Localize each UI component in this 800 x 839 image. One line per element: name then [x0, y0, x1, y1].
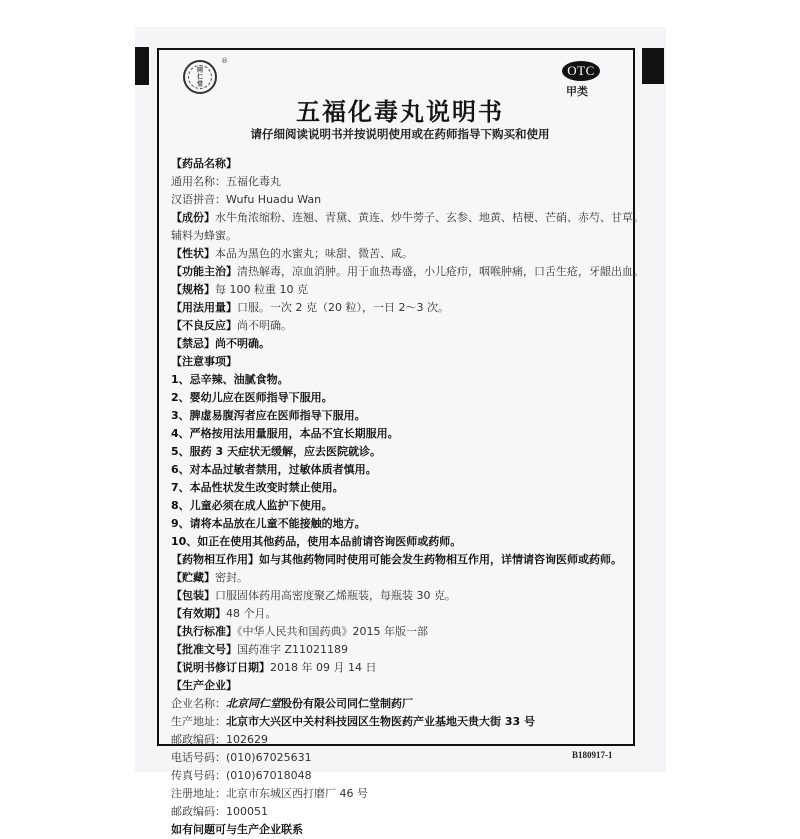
- section-specification: [171, 281, 626, 299]
- field-label: 邮政编码：: [171, 733, 226, 746]
- pinyin-value: Wufu Huadu Wan: [226, 193, 322, 206]
- field-label: 电话号码：: [171, 751, 226, 764]
- section-interactions: [171, 551, 626, 569]
- phone-row: [171, 749, 626, 767]
- registration-mark-left: [135, 47, 149, 85]
- section-drug-name-heading: [171, 155, 626, 173]
- section-label: 【用法用量】: [171, 301, 237, 314]
- storage-value: 密封。: [215, 571, 248, 584]
- version-code: B180917-1: [572, 750, 613, 760]
- precaution-item: 6、对本品过敏者禁用，过敏体质者慎用。: [171, 463, 377, 476]
- field-label: 注册地址：: [171, 787, 226, 800]
- section-label: 【性状】: [171, 247, 215, 260]
- section-description: [171, 245, 626, 263]
- section-expiry: [171, 605, 626, 623]
- precaution-item: 8、儿童必须在成人监护下使用。: [171, 499, 333, 512]
- ingredients-excipient: 辅料为蜂蜜。: [171, 229, 237, 242]
- section-label: 【贮藏】: [171, 571, 215, 584]
- field-label: 生产地址：: [171, 715, 226, 728]
- registered-address-value: 北京市东城区西打磨厂 46 号: [226, 787, 368, 800]
- phone-value: (010)67025631: [226, 751, 312, 764]
- section-contraindications: [171, 335, 626, 353]
- field-label: 汉语拼音：: [171, 193, 226, 206]
- section-label: 【注意事项】: [171, 355, 237, 368]
- description-value: 本品为黑色的水蜜丸；味甜、微苦、咸。: [215, 247, 413, 260]
- section-label: 【批准文号】: [171, 643, 237, 656]
- approval-number: 国药准字 Z11021189: [237, 643, 349, 656]
- section-ingredients: [171, 209, 644, 227]
- precaution-item: 9、请将本品放在儿童不能接触的地方。: [171, 517, 366, 530]
- interactions-value: 如与其他药物同时使用可能会发生药物相互作用，详情请咨询医师或药师。: [259, 553, 622, 566]
- fax-row: [171, 767, 626, 785]
- section-label: 【生产企业】: [171, 679, 237, 692]
- tongrentang-logo-icon: [183, 60, 217, 94]
- field-label: 企业名称：: [171, 697, 226, 710]
- leaflet-content: [171, 155, 644, 839]
- section-manufacturer-heading: [171, 677, 626, 695]
- section-label: 【说明书修订日期】: [171, 661, 270, 674]
- logo-seal: [188, 65, 212, 89]
- standard-value: 《中华人民共和国药典》2015 年版一部: [237, 625, 428, 638]
- precaution-item: 10、如正在使用其他药品，使用本品前请咨询医师或药师。: [171, 535, 462, 548]
- section-packaging: [171, 587, 626, 605]
- section-label: 【药品名称】: [171, 157, 237, 170]
- pinyin-row: [171, 191, 626, 209]
- packaging-value: 口服固体药用高密度聚乙烯瓶装，每瓶装 30 克。: [215, 589, 456, 602]
- contact-note: 如有问题可与生产企业联系: [171, 823, 303, 836]
- company-name-row: [171, 695, 626, 713]
- otc-class-label: 甲类: [566, 85, 588, 98]
- postcode-value: 102629: [226, 733, 268, 746]
- revision-date-value: 2018 年 09 月 14 日: [270, 661, 377, 674]
- precaution-item: 5、服药 3 天症状无缓解，应去医院就诊。: [171, 445, 381, 458]
- generic-name-value: 五福化毒丸: [226, 175, 281, 188]
- registered-address-row: [171, 785, 626, 803]
- section-label: 【规格】: [171, 283, 215, 296]
- company-brand-calligraphy: 北京同仁堂: [226, 697, 281, 710]
- adverse-reactions-value: 尚不明确。: [237, 319, 292, 332]
- logo-char: 同: [196, 66, 203, 74]
- precaution-item: 3、脾虚易腹泻者应在医师指导下服用。: [171, 409, 366, 422]
- section-precautions-heading: [171, 353, 626, 371]
- registered-trademark-icon: ®: [221, 57, 228, 65]
- registered-postcode-row: [171, 803, 626, 821]
- generic-name-row: [171, 173, 626, 191]
- section-storage: [171, 569, 626, 587]
- specification-value: 每 100 粒重 10 克: [215, 283, 308, 296]
- otc-badge: OTC: [562, 61, 600, 81]
- document-title: 五福化毒丸说明书: [296, 98, 504, 126]
- ingredients-value: 水牛角浓缩粉、连翘、青黛、黄连、炒牛蒡子、玄参、地黄、桔梗、芒硝、赤芍、甘草。: [215, 211, 644, 224]
- precaution-item: 4、严格按用法用量服用，本品不宜长期服用。: [171, 427, 399, 440]
- section-label: 【包装】: [171, 589, 215, 602]
- field-label: 邮政编码：: [171, 805, 226, 818]
- document-subtitle: 请仔细阅读说明书并按说明使用或在药师指导下购买和使用: [250, 127, 550, 141]
- precaution-item: 2、婴幼儿应在医师指导下服用。: [171, 391, 333, 404]
- section-label: 【执行标准】: [171, 625, 237, 638]
- production-address-value: 北京市大兴区中关村科技园区生物医药产业基地天贵大街 33 号: [226, 715, 535, 728]
- contraindications-value: 尚不明确。: [215, 337, 270, 350]
- precaution-item: 1、忌辛辣、油腻食物。: [171, 373, 289, 386]
- logo-char: 仁: [196, 73, 203, 81]
- company-name-value: 股份有限公司同仁堂制药厂: [281, 697, 413, 710]
- section-ingredients-cont: [171, 227, 626, 245]
- section-indications: [171, 263, 644, 281]
- precaution-item: 7、本品性状发生改变时禁止使用。: [171, 481, 344, 494]
- section-dosage: [171, 299, 626, 317]
- section-revision-date: [171, 659, 626, 677]
- indications-value: 清热解毒，凉血消肿。用于血热毒盛，小儿疮疖，咽喉肿痛，口舌生疮，牙龈出血。: [237, 265, 644, 278]
- section-label: 【功能主治】: [171, 265, 237, 278]
- section-label: 【有效期】: [171, 607, 226, 620]
- registered-postcode-value: 100051: [226, 805, 268, 818]
- registration-mark-right: [642, 48, 664, 84]
- section-standard: [171, 623, 626, 641]
- production-address-row: [171, 713, 626, 731]
- section-label: 【不良反应】: [171, 319, 237, 332]
- logo-char: 堂: [196, 80, 203, 88]
- section-label: 【成份】: [171, 211, 215, 224]
- dosage-value: 口服。一次 2 克（20 粒），一日 2～3 次。: [237, 301, 449, 314]
- postcode-row: [171, 731, 626, 749]
- expiry-value: 48 个月。: [226, 607, 277, 620]
- field-label: 通用名称：: [171, 175, 226, 188]
- section-label: 【禁忌】: [171, 337, 215, 350]
- fax-value: (010)67018048: [226, 769, 312, 782]
- section-approval: [171, 641, 626, 659]
- field-label: 传真号码：: [171, 769, 226, 782]
- section-label: 【药物相互作用】: [171, 553, 259, 566]
- section-adverse-reactions: [171, 317, 626, 335]
